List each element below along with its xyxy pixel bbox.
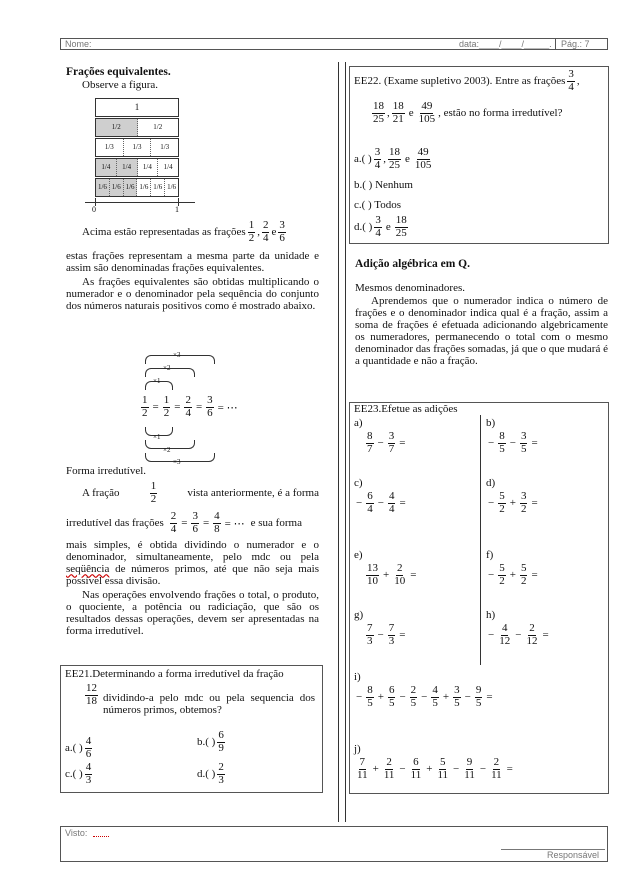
ee22-title: EE22. (Exame supletivo 2003). Entre as frações [354,75,566,88]
sequencia-word: seqüência [66,563,110,576]
label-x1-bottom: ×1 [153,433,161,441]
fraction: $\frac{2}{4}$ [262,219,269,244]
fraction: $\frac{3}{4}$ [568,68,574,93]
item-c: − $\frac{6}{4}$ − $\frac{4}{4}$ = [356,490,406,515]
label-x2-top: ×2 [163,364,171,372]
ee23-title: EE23.Efetue as adições [354,403,458,415]
item-j: $\frac{7}{11}$ + $\frac{2}{11}$ − $\frac{6}{11}$ + $\frac{5}{11}$ − $\frac{9}{11}$ − $\frac{2}{11}$ = [357,756,513,781]
responsavel-label: Responsável [547,850,600,860]
item-b: − $\frac{8}{5}$ − $\frac{3}{5}$ = [488,430,538,455]
item-label: h) [486,609,496,621]
date-label: data:____/____/_____. [459,39,552,49]
paragraph-equivalentes: Acima estão representadas as frações $\frac{1}{2}$ , $\frac{2}{4}$ e $\frac{3}{6}$ estas frações representam a mesma parte da unidade e assim são denominadas frações equivalentes. As frações equivalentes são obtidas multiplicando o numerador e o denominador pela sequência do conjunto dos números naturais positivos como é mostrado abaixo. [66,219,319,313]
item-d: − $\frac{5}{2}$ + $\frac{3}{2}$ = [488,490,538,515]
name-label: Nome: [65,39,92,49]
ee23-divider [480,415,481,665]
ee21-title: EE21.Determinando a forma irredutível da fração [65,668,284,680]
ee21-option-b[interactable]: b.( ) $\frac{6}{9}$ [197,729,224,754]
equivalence-expression: $\frac{1}{2}$ = $\frac{1}{2}$ = $\frac{2}{4}$ = $\frac{3}{6}$ = ⋯ [142,394,238,419]
fraction: $\frac{3}{6}$ [192,510,198,535]
axis-zero: 0 [92,205,96,214]
bar-sixth: 1/6 [110,179,124,196]
page-label: Pág.: 7 [561,39,590,49]
visto-squiggle [93,831,109,837]
ee21-option-d[interactable]: d.( ) $\frac{2}{3}$ [197,761,224,786]
item-label: b) [486,417,496,429]
item-label: j) [354,743,361,755]
adicao-title: Adição algébrica em Q. [355,258,470,270]
fraction: $\frac{1}{2}$ [150,480,157,505]
item-g: $\frac{7}{3}$ − $\frac{7}{3}$ = [367,622,406,647]
bar-quarter: 1/4 [163,163,173,171]
item-i: − $\frac{8}{5}$ + $\frac{6}{5}$ − $\frac{2}{5}$ − $\frac{4}{5}$ + $\frac{3}{5}$ − $\frac{9}{5}$ = [356,684,493,709]
adicao-sub: Mesmos denominadores. [355,282,465,294]
ee22-question: , estão no forma irredutível? [438,107,563,120]
p1-rest: estas frações representam a mesma parte da unidade e assim são denominadas frações equivalentes. [66,250,319,275]
ee22-option-d[interactable]: d.( ) $\frac{3}{4}$ e $\frac{18}{25}$ [354,214,407,239]
item-label: a) [354,417,363,429]
fraction: $\frac{3}{6}$ [279,219,285,244]
observe-text: Observe a figura. [82,79,159,91]
item-e: $\frac{13}{10}$ + $\frac{2}{10}$ = [367,562,417,587]
ee21-option-a[interactable]: a.( ) $\frac{4}{6}$ [65,735,92,760]
bar-third: 1/3 [96,139,124,156]
ee22-option-c[interactable]: c.( ) Todos [354,199,401,211]
bar-quarter: 1/4 [96,159,117,176]
bar-third: 1/3 [124,139,152,156]
item-f: − $\frac{5}{2}$ + $\frac{5}{2}$ = [488,562,538,587]
label-x3-top: ×3 [173,351,181,359]
item-label: c) [354,477,363,489]
p4: Nas operações envolvendo frações o total, o produto, o quociente, a potência ou radiciação, que são os resultados dessas operações, devem ser apresentadas na forma irredutível. [66,589,319,638]
irredutivel-title: Forma irredutível. [66,465,147,477]
bar-third: 1/3 [160,143,170,151]
label-x2-bottom: ×2 [163,446,171,454]
ee22-option-a[interactable]: a.( ) $\frac{3}{4}$ , $\frac{18}{25}$ e $\frac{49}{105}$ [354,146,432,171]
bar-quarter: 1/4 [117,159,138,176]
item-label: e) [354,549,363,561]
p2: As frações equivalentes são obtidas multiplicando o numerador e o denominador pela sequência do conjunto dos números naturais positivos como é mostrado abaixo. [66,276,319,313]
item-label: d) [486,477,496,489]
fraction: $\frac{12}{18}$ [86,682,97,707]
footer-box [60,826,608,862]
fraction: $\frac{2}{4}$ [170,510,177,535]
bar-sixth: 1/6 [167,183,177,191]
bar-sixth: 1/6 [151,179,165,196]
bar-sixth: 1/6 [96,179,110,196]
bar-half: 1/2 [96,119,138,136]
bar-unit: 1 [134,102,140,112]
visto-label: Visto: [65,828,88,838]
ee21-option-c[interactable]: c.( ) $\frac{4}{3}$ [65,761,92,786]
item-label: i) [354,671,361,683]
ee23-box [349,402,609,794]
label-x3-bottom: ×3 [173,458,181,466]
equivalence-diagram [135,351,255,466]
fraction: $\frac{4}{8}$ [214,510,220,535]
ee22-option-b[interactable]: b.( ) Nenhum [354,179,413,191]
paragraph-irredutivel: A fração $\frac{1}{2}$ vista anteriormente, é a forma irredutível das frações $\frac{2}{4}$ = $\frac{3}{6}$ = $\frac{4}{8}$ = ⋯ e sua forma mais simples, é obtida dividindo o numerador e o denominador, simultaneamente, pelo mdc ou pela seqüência de números primos, até que não seja mais possível essa divisão. Nas operações envolvendo frações o total, o produto, o quociente, a potência ou radiciação, que são os resultados dessas operações, devem ser apresentadas na forma irredutível. [66,480,319,638]
label-x1-top: ×1 [153,377,161,385]
header-bar [60,38,608,50]
ee21-text: dividindo-a pelo mdc ou pela sequencia dos números primos, obtemos? [103,692,315,716]
item-a: $\frac{8}{7}$ − $\frac{3}{7}$ = [367,430,406,455]
bar-sixth: 1/6 [137,179,151,196]
column-divider [338,62,346,822]
item-label: f) [486,549,494,561]
fraction: $\frac{1}{2}$ [248,219,255,244]
adicao-text: Aprendemos que o numerador indica o número de frações e o denominador indica qual é a fração, assim a soma de frações é efetuada adicionando algebricamente os numeradores, permanecendo o total com o mesmo denominador das frações somadas, já que o que mudará é a quantidade e não a fração. [355,295,608,367]
fraction-bars-figure [92,98,179,218]
axis-one: 1 [175,205,179,214]
item-label: g) [354,609,364,621]
ee22-box: EE22. (Exame supletivo 2003). Entre as frações $\frac{3}{4}$ , $\frac{18}{25}$ , $\frac{18}{21}$ e $\frac{49}{105}$ , estão no forma irredutível? a.( ) $\frac{3}{4}$ , $\frac{18}{25}$ e $\frac{49}{105}$ b.( ) Nenhum c.( ) Todos d.( ) $\frac{3}{4}$ e $\frac{18}{25}$ [349,66,609,244]
bar-quarter: 1/4 [138,159,159,176]
left-title: Frações equivalentes. [66,66,171,78]
bar-sixth: 1/6 [124,179,138,196]
bar-half: 1/2 [153,123,163,131]
ee21-box [60,665,323,793]
item-h: − $\frac{4}{12}$ − $\frac{2}{12}$ = [488,622,549,647]
